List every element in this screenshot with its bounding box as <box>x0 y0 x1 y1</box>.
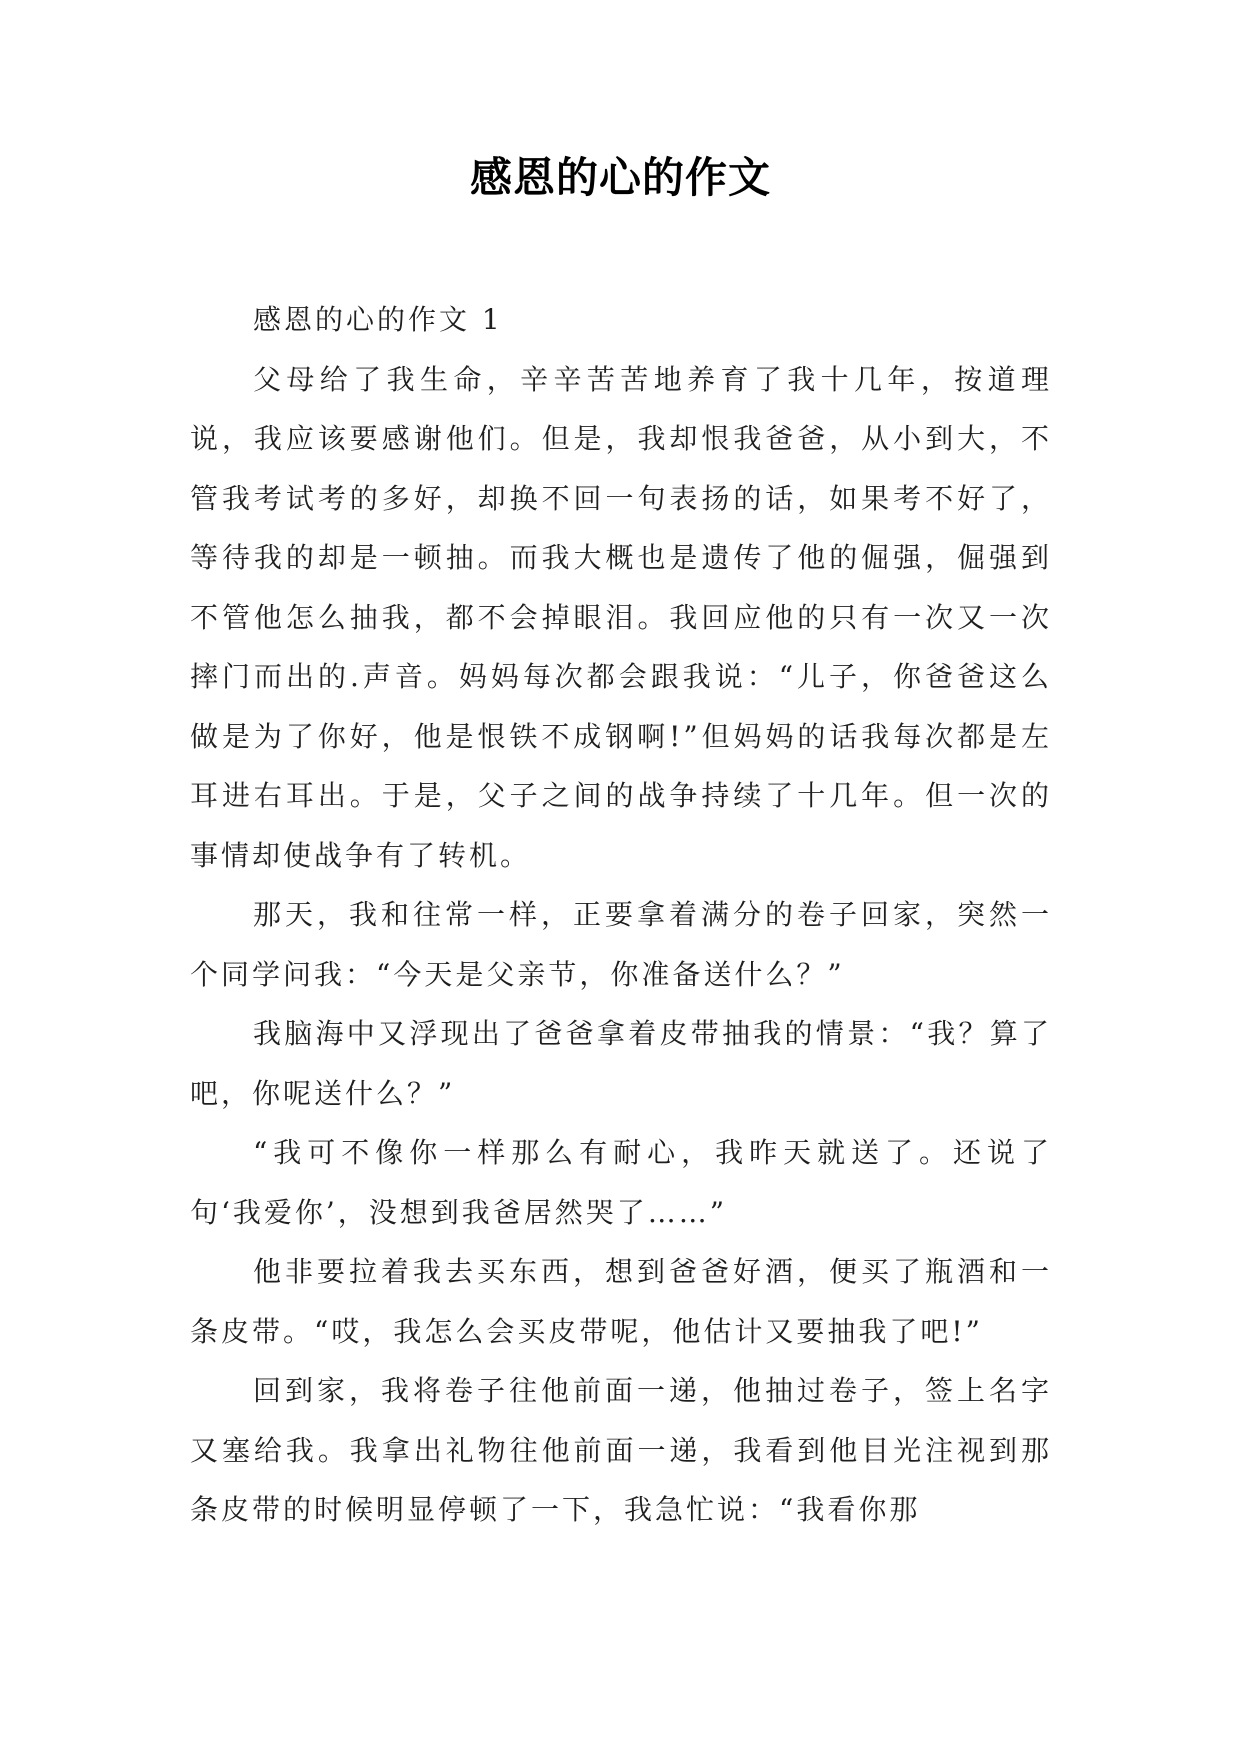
paragraph-6: 回到家，我将卷子往他前面一递，他抽过卷子，签上名字又塞给我。我拿出礼物往他前面一递，我看到他目光注视到那条皮带的时候明显停顿了一下，我急忙说：“我看你那 <box>190 1374 1052 1526</box>
document-body <box>190 290 1052 1540</box>
paragraph-5: 他非要拉着我去买东西，想到爸爸好酒，便买了瓶酒和一条皮带。“哎，我怎么会买皮带呢，他估计又要抽我了吧!” <box>190 1255 1052 1348</box>
essay-subtitle: 感恩的心的作文 1 <box>253 303 503 336</box>
paragraph-1: 父母给了我生命，辛辛苦苦地养育了我十几年，按道理说，我应该要感谢他们。但是，我却恨我爸爸，从小到大，不管我考试考的多好，却换不回一句表扬的话，如果考不好了，等待我的却是一顿抽。而我大概也是遗传了他的倔强，倔强到不管他怎么抽我，都不会掉眼泪。我回应他的只有一次又一次摔门而出的.声音。妈妈每次都会跟我说：“儿子，你爸爸这么做是为了你好，他是恨铁不成钢啊!”但妈妈的话我每次都是左耳进右耳出。于是，父子之间的战争持续了十几年。但一次的事情却使战争有了转机。 <box>190 362 1052 872</box>
document-title: 感恩的心的作文 <box>469 153 771 202</box>
paragraph-4: “我可不像你一样那么有耐心，我昨天就送了。还说了句‘我爱你’，没想到我爸居然哭了……” <box>190 1136 1052 1229</box>
paragraph-2: 那天，我和往常一样，正要拿着满分的卷子回家，突然一个同学问我：“今天是父亲节，你准备送什么？” <box>190 898 1052 991</box>
paragraph-3: 我脑海中又浮现出了爸爸拿着皮带抽我的情景：“我？算了吧，你呢送什么？” <box>190 1017 1052 1110</box>
